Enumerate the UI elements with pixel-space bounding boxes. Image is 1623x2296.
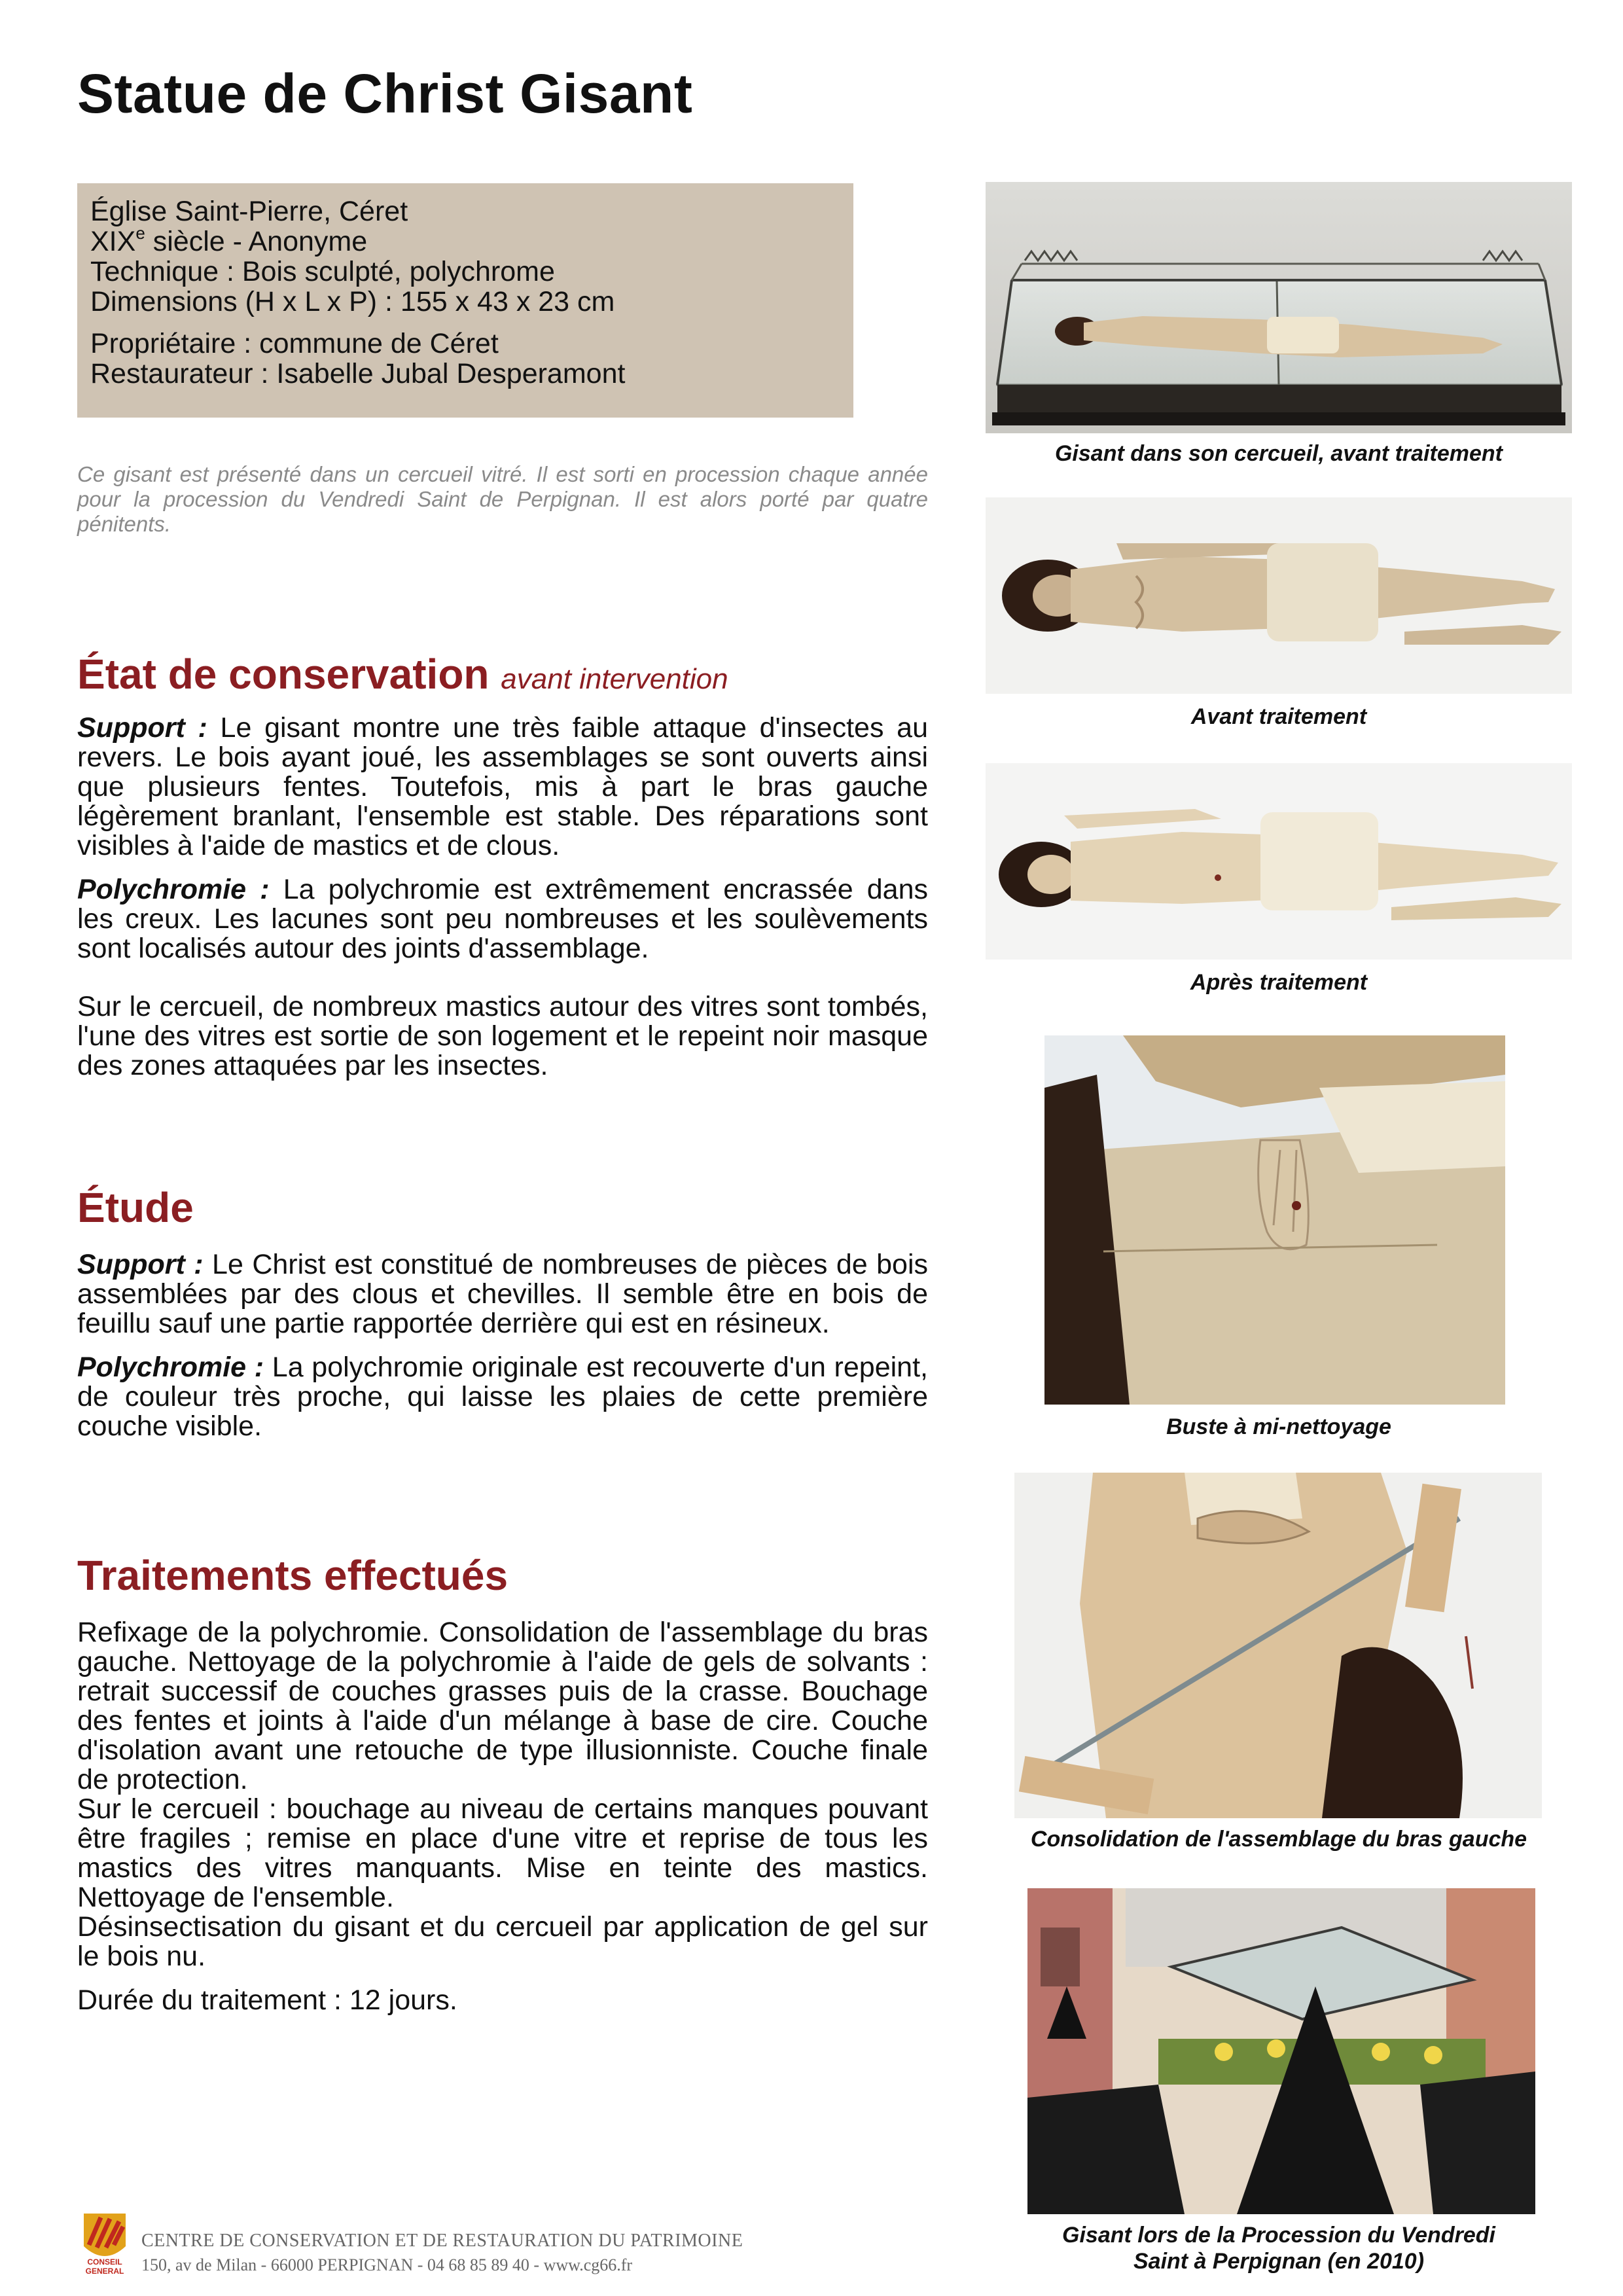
svg-text:GENERAL: GENERAL (85, 2267, 124, 2276)
footer-org: CENTRE DE CONSERVATION ET DE RESTAURATION DU PATRIMOINE (141, 2231, 743, 2251)
traitements-p3: Désinsectisation du gisant et du cercueil par application de gel sur le bois nu. (77, 1911, 928, 1972)
traitements-body (77, 1618, 928, 2015)
caption-bust: Buste à mi-nettoyage (1166, 1414, 1391, 1439)
etude-support: Support : Le Christ est constitué de nombreuses de pièces de bois assemblées par des clous et chevilles. Il semble être en bois de feuillu sauf une partie rapportée derrière qui est en résineux. (77, 1249, 928, 1339)
etat-support: Support : Le gisant montre une très faible attaque d'insectes au revers. Le bois ayant joué, les assemblages se sont ouverts ainsi que plusieurs fentes. Toutefois, mis à part le bras gauche légèrement branlant, l'ensemble est stable. Des réparations sont visibles à l'aide de mastics et de clous. (77, 712, 928, 861)
info-box (77, 183, 853, 418)
info-dimensions: Dimensions (H x L x P) : 155 x 43 x 23 cm (90, 286, 615, 317)
info-century: XIXe siècle - Anonyme (90, 223, 368, 257)
etude-polychromie: Polychromie : La polychromie originale est recouverte d'un repeint, de couleur très proche, qui laisse les plaies de cette première couche visible. (77, 1352, 928, 1442)
caption-before: Avant traitement (1190, 704, 1367, 729)
photo-before-treatment (986, 497, 1572, 694)
info-restorer: Restaurateur : Isabelle Jubal Desperamont (90, 358, 626, 389)
traitements-p2: Sur le cercueil : bouchage au niveau de certains manques pouvant être fragiles ; remise en place d'une vitre et reprise de tous les mastics des vitres manquants. Mise en teinte des mastics. Nettoyage de l'ensemble. (77, 1793, 928, 1913)
section-title-traitements: Traitements effectués (77, 1552, 508, 1599)
photo-after-treatment (986, 763, 1572, 960)
intro-text: Ce gisant est présenté dans un cercueil vitré. Il est sorti en procession chaque année pour la procession du Vendredi Saint de Perpignan. Il est alors porté par quatre pénitents. (77, 462, 928, 536)
info-technique: Technique : Bois sculpté, polychrome (90, 256, 555, 287)
conseil-general-logo (77, 2207, 132, 2279)
photo-procession (1027, 1888, 1535, 2214)
caption-procession: Gisant lors de la Procession du Vendredi Saint à Perpignan (en 2010) (1062, 2223, 1495, 2274)
etat-body (77, 713, 928, 1081)
page-title: Statue de Christ Gisant (77, 63, 693, 124)
info-location: Église Saint-Pierre, Céret (90, 196, 408, 227)
traitements-duree: Durée du traitement : 12 jours. (77, 1984, 457, 2016)
caption-coffin: Gisant dans son cercueil, avant traitement (1054, 441, 1503, 466)
etat-cercueil: Sur le cercueil, de nombreux mastics autour des vitres sont tombés, l'une des vitres est sortie de son logement et le repeint noir masque des zones attaquées par les insectes. (77, 991, 928, 1081)
info-owner: Propriétaire : commune de Céret (90, 328, 499, 359)
section-title-etude: Étude (77, 1184, 194, 1231)
etude-body (77, 1250, 928, 1441)
svg-text:CONSEIL: CONSEIL (87, 2257, 122, 2267)
photo-consolidation (1014, 1473, 1542, 1818)
photo-coffin (986, 182, 1572, 433)
footer-address: 150, av de Milan - 66000 PERPIGNAN - 04 68 85 89 40 - www.cg66.fr (141, 2255, 633, 2274)
photo-bust-cleaning (1044, 1035, 1505, 1405)
etat-polychromie: Polychromie : La polychromie est extrêmement encrassée dans les creux. Les lacunes sont peu nombreuses et les soulèvements sont localisés autour des joints d'assemblage. (77, 874, 929, 964)
section-title-etat: État de conservation avant intervention (77, 651, 728, 698)
caption-after: Après traitement (1190, 970, 1368, 995)
caption-consolidation: Consolidation de l'assemblage du bras gauche (1030, 1827, 1527, 1852)
traitements-p1: Refixage de la polychromie. Consolidation de l'assemblage du bras gauche. Nettoyage de la polychromie à l'aide de gels de solvants : retrait successif de couches grasses puis de la crasse. Bouchage des fentes et joints à l'aide d'un mélange à base de cire. Couche d'isolation avant une retouche de type illusionniste. Couche finale de protection. (77, 1617, 928, 1795)
